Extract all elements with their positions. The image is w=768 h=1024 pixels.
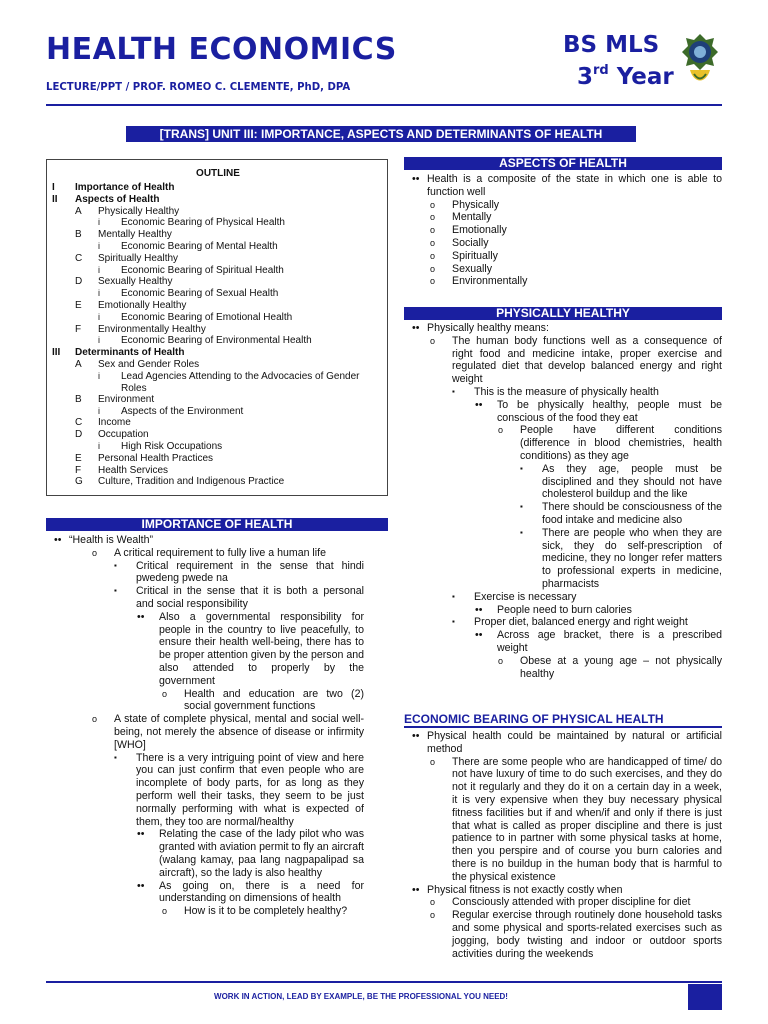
section-header-economic-physical: ECONOMIC BEARING OF PHYSICAL HEALTH bbox=[404, 712, 722, 728]
bullet-square-icon: ▪ bbox=[520, 463, 523, 473]
bullet-dot-icon: • • bbox=[412, 173, 419, 186]
bullet-square-icon: ▪ bbox=[114, 752, 117, 762]
bullet-circle-icon: o bbox=[430, 897, 436, 908]
list-item-text: To be physically healthy, people must be conscious of the food they eat bbox=[497, 398, 722, 424]
list-item-text: Physically bbox=[452, 198, 500, 211]
bullet-circle-icon: o bbox=[498, 655, 504, 666]
list-item bbox=[404, 884, 722, 897]
bullet-circle-icon: o bbox=[430, 756, 436, 767]
bullet-circle-icon: o bbox=[430, 199, 436, 210]
bullet-circle-icon: o bbox=[162, 906, 168, 917]
list-item-text: Exercise is necessary bbox=[474, 590, 577, 603]
bullet-circle-icon: o bbox=[430, 263, 436, 274]
outline-row bbox=[47, 312, 387, 324]
outline-row bbox=[47, 371, 387, 394]
list-item bbox=[404, 463, 722, 501]
list-item-text: Environmentally bbox=[452, 275, 528, 288]
outline-number: i bbox=[98, 405, 100, 416]
outline-number: i bbox=[98, 311, 100, 322]
bullet-dot-icon: • • bbox=[137, 880, 144, 893]
list-item bbox=[46, 560, 364, 586]
outline-number: i bbox=[98, 335, 100, 346]
outline-row bbox=[47, 335, 387, 347]
list-item bbox=[404, 616, 722, 629]
bullet-circle-icon: o bbox=[430, 237, 436, 248]
bullet-dot-icon: • • bbox=[412, 730, 419, 743]
list-item-text: Physically healthy means: bbox=[427, 322, 549, 334]
outline-text: Mentally Healthy bbox=[98, 229, 172, 241]
list-item bbox=[46, 688, 364, 714]
outline-text: High Risk Occupations bbox=[121, 440, 223, 452]
section-header-aspects: ASPECTS OF HEALTH bbox=[404, 157, 722, 170]
list-item bbox=[46, 905, 364, 918]
bullet-circle-icon: o bbox=[162, 688, 168, 699]
outline-number: I bbox=[52, 182, 55, 193]
outline-row bbox=[47, 288, 387, 300]
outline-number: C bbox=[75, 252, 83, 264]
outline-number: i bbox=[98, 370, 100, 381]
outline-title: OUTLINE bbox=[196, 168, 240, 179]
bullet-square-icon: ▪ bbox=[452, 617, 455, 627]
bullet-dot-icon: • • bbox=[137, 828, 144, 841]
list-item-text: Health and education are two (2) social government functions bbox=[184, 687, 364, 713]
outline-text: Economic Bearing of Environmental Health bbox=[121, 335, 312, 347]
footer-divider bbox=[46, 981, 722, 983]
outline-text: Sexually Healthy bbox=[98, 276, 173, 288]
list-item bbox=[404, 263, 722, 276]
outline-list bbox=[47, 182, 387, 488]
list-item-text: Mentally bbox=[452, 211, 492, 224]
outline-row bbox=[47, 241, 387, 253]
outline-text: Personal Health Practices bbox=[98, 452, 214, 464]
list-item-text: “Health is Wealth” bbox=[69, 534, 153, 546]
outline-text: Aspects of Health bbox=[75, 193, 160, 205]
list-item-text: People have different conditions (difference in blood chemistries, health conditions) as they age bbox=[520, 424, 722, 462]
lecture-subtitle: LECTURE/PPT / PROF. ROMEO C. CLEMENTE, PhD, DPA bbox=[46, 80, 351, 93]
outline-row bbox=[47, 359, 387, 371]
list-item-text: Critical in the sense that it is both a personal and social responsibility bbox=[136, 585, 364, 610]
list-item-text: Critical requirement in the sense that hindi pwedeng pwede na bbox=[136, 559, 364, 585]
bullet-square-icon: ▪ bbox=[114, 560, 117, 570]
bullet-square-icon: ▪ bbox=[520, 527, 523, 537]
list-item-text: People need to burn calories bbox=[497, 603, 632, 616]
list-item-text: Also a governmental responsibility for people in the country to live peacefully, to ensure their health well-being, there has to be proper attention given by the person and also attended to properly by the government bbox=[159, 610, 364, 687]
outline-text: Spiritually Healthy bbox=[98, 252, 179, 264]
list-item bbox=[404, 237, 722, 250]
outline-text: Importance of Health bbox=[75, 182, 175, 193]
list-item bbox=[404, 527, 722, 591]
list-item bbox=[46, 611, 364, 688]
list-item bbox=[46, 880, 364, 906]
outline-row bbox=[47, 465, 387, 477]
bullet-square-icon: ▪ bbox=[520, 502, 523, 512]
outline-row bbox=[47, 206, 387, 218]
list-item-text: The human body functions well as a consequence of right food and medicine intake, proper exercise and regulated diet that develop balanced energy and right weight bbox=[452, 334, 722, 386]
outline-number: i bbox=[98, 440, 100, 451]
list-item bbox=[46, 547, 364, 560]
list-item bbox=[46, 713, 364, 751]
list-item bbox=[46, 828, 364, 879]
outline-box bbox=[46, 159, 388, 496]
bullet-circle-icon: o bbox=[498, 425, 504, 436]
document-title: HEALTH ECONOMICS bbox=[46, 32, 397, 67]
outline-text: Aspects of the Environment bbox=[121, 405, 244, 417]
bullet-dot-icon: • • bbox=[475, 629, 482, 642]
outline-number: F bbox=[75, 464, 82, 476]
list-item-text: Emotionally bbox=[452, 224, 507, 237]
list-item-text: Socially bbox=[452, 236, 489, 249]
list-item-text: Across age bracket, there is a prescribed weight bbox=[497, 629, 722, 654]
header-divider bbox=[46, 104, 722, 106]
list-item bbox=[404, 224, 722, 237]
outline-row bbox=[47, 441, 387, 453]
year-label: 3rd Year bbox=[577, 63, 674, 90]
bullet-square-icon: ▪ bbox=[452, 386, 455, 396]
list-item bbox=[46, 585, 364, 611]
list-item bbox=[404, 386, 722, 399]
list-item-text: Sexually bbox=[452, 262, 493, 275]
outline-row bbox=[47, 429, 387, 441]
list-item-text: Regular exercise through routinely done household tasks and some physical and sports-related exercises such as jogging, body twisting and indoor or outdoor sports activities during the weekends bbox=[452, 909, 722, 960]
outline-row bbox=[47, 229, 387, 241]
outline-text: Income bbox=[98, 417, 131, 429]
bullet-circle-icon: o bbox=[92, 547, 98, 558]
outline-text: Economic Bearing of Sexual Health bbox=[121, 288, 279, 300]
outline-row bbox=[47, 417, 387, 429]
bullet-dot-icon: • • bbox=[475, 604, 482, 617]
list-item-text: Obese at a young age – not physically healthy bbox=[520, 654, 722, 680]
outline-text: Economic Bearing of Emotional Health bbox=[121, 311, 293, 323]
bullet-circle-icon: o bbox=[430, 250, 436, 261]
outline-number: D bbox=[75, 276, 83, 288]
outline-text: Health Services bbox=[98, 464, 169, 476]
economic-list bbox=[404, 730, 722, 960]
outline-text: Physically Healthy bbox=[98, 205, 180, 217]
outline-row bbox=[47, 406, 387, 418]
outline-row bbox=[47, 194, 387, 206]
page-number-box bbox=[688, 984, 722, 1010]
list-item bbox=[404, 399, 722, 425]
list-item bbox=[404, 730, 722, 756]
section-header-importance: IMPORTANCE OF HEALTH bbox=[46, 518, 388, 531]
list-item-text: Proper diet, balanced energy and right weight bbox=[474, 616, 688, 629]
outline-number: i bbox=[98, 288, 100, 299]
bullet-circle-icon: o bbox=[430, 276, 436, 287]
bullet-dot-icon: • • bbox=[412, 322, 419, 335]
outline-number: A bbox=[75, 205, 82, 217]
outline-text: Economic Bearing of Physical Health bbox=[121, 217, 285, 229]
list-item-text: There should be consciousness of the food intake and medicine also bbox=[542, 501, 722, 526]
outline-row bbox=[47, 300, 387, 312]
list-item-text: This is the measure of physically health bbox=[474, 385, 659, 398]
list-item bbox=[404, 250, 722, 263]
outline-row bbox=[47, 453, 387, 465]
outline-number: B bbox=[75, 229, 82, 241]
outline-row bbox=[47, 276, 387, 288]
footer-motto: WORK IN ACTION, LEAD BY EXAMPLE, BE THE PROFESSIONAL YOU NEED! bbox=[214, 992, 508, 1001]
outline-text: Lead Agencies Attending to the Advocacies of Gender Roles bbox=[121, 370, 360, 394]
list-item-text: A critical requirement to fully live a human life bbox=[114, 546, 326, 559]
list-item bbox=[404, 896, 722, 909]
outline-text: Economic Bearing of Spiritual Health bbox=[121, 264, 284, 276]
outline-row bbox=[47, 324, 387, 336]
outline-number: D bbox=[75, 429, 83, 441]
outline-number: B bbox=[75, 393, 82, 405]
outline-text: Occupation bbox=[98, 429, 149, 441]
outline-number: F bbox=[75, 323, 82, 335]
outline-text: Environment bbox=[98, 393, 155, 405]
list-item bbox=[46, 534, 364, 547]
list-item bbox=[46, 752, 364, 829]
outline-text: Emotionally Healthy bbox=[98, 299, 187, 311]
school-seal-icon bbox=[680, 32, 720, 95]
list-item bbox=[404, 211, 722, 224]
list-item-text: There is a very intriguing point of view and here you can just confirm that even people who are incomplete of body parts, for as long as they perform well their tasks, they seem to be just normally performing with what is expected of them, they too are normal/healthy bbox=[136, 751, 364, 828]
outline-number: III bbox=[52, 347, 61, 359]
outline-row bbox=[47, 217, 387, 229]
list-item bbox=[404, 909, 722, 960]
aspects-list bbox=[404, 173, 722, 288]
list-item-text: There are people who when they are sick, they do self-prescription of medicine, they no longer refer matters to professional experts in medicine, pharmacists bbox=[542, 526, 722, 590]
outline-number: II bbox=[52, 193, 58, 205]
bullet-square-icon: ▪ bbox=[452, 591, 455, 601]
bullet-dot-icon: • • bbox=[137, 611, 144, 624]
outline-row bbox=[47, 253, 387, 265]
bullet-circle-icon: o bbox=[430, 225, 436, 236]
list-item bbox=[404, 275, 722, 288]
list-item-text: As going on, there is a need for understanding on dimensions of health bbox=[159, 879, 364, 905]
list-item-text: Health is a composite of the state in which one is able to function well bbox=[427, 173, 722, 198]
list-item-text: There are some people who are handicapped of time/ do not have luxury of time to do such exercises, and they do not it regularly and they do it on a certain day in a week, it is very expensive when they buy necessary physical fitness facilities but if and when/if and only if there is just that what is called as proper discipline and there is just patience to in partner with some physical tasks at home, then you perspire and of course you burn calories and there is no buildup in the human body that is harmful to the physical existence bbox=[452, 755, 722, 883]
bullet-square-icon: ▪ bbox=[114, 586, 117, 596]
bullet-circle-icon: o bbox=[430, 212, 436, 223]
list-item bbox=[404, 655, 722, 681]
bullet-dot-icon: • • bbox=[412, 884, 419, 897]
list-item-text: Physical fitness is not exactly costly when bbox=[427, 883, 623, 896]
unit-title-bar: [TRANS] UNIT III: IMPORTANCE, ASPECTS AND DETERMINANTS OF HEALTH bbox=[126, 126, 636, 142]
outline-row bbox=[47, 265, 387, 277]
outline-number: i bbox=[98, 217, 100, 228]
list-item-text: As they age, people must be disciplined and they should not have cholesterol buildup and the like bbox=[542, 462, 722, 501]
list-item-text: How is it to be completely healthy? bbox=[184, 905, 348, 918]
list-item-text: Consciously attended with proper discipline for diet bbox=[452, 896, 691, 909]
list-item bbox=[404, 501, 722, 527]
section-header-physically: PHYSICALLY HEALTHY bbox=[404, 307, 722, 320]
outline-text: Economic Bearing of Mental Health bbox=[121, 240, 278, 252]
importance-list bbox=[46, 534, 364, 918]
bullet-circle-icon: o bbox=[430, 910, 436, 921]
program-year bbox=[563, 32, 693, 90]
list-item bbox=[404, 756, 722, 884]
outline-number: i bbox=[98, 240, 100, 251]
outline-number: A bbox=[75, 358, 82, 370]
outline-text: Sex and Gender Roles bbox=[98, 358, 200, 370]
list-item bbox=[404, 322, 722, 335]
program-label: BS MLS bbox=[563, 32, 660, 58]
outline-row bbox=[47, 394, 387, 406]
outline-text: Culture, Tradition and Indigenous Practice bbox=[98, 476, 285, 488]
list-item bbox=[404, 199, 722, 212]
outline-row bbox=[47, 182, 387, 194]
list-item-text: Spiritually bbox=[452, 249, 498, 262]
list-item bbox=[404, 335, 722, 386]
outline-row bbox=[47, 347, 387, 359]
bullet-dot-icon: • • bbox=[475, 399, 482, 412]
outline-number: i bbox=[98, 264, 100, 275]
physically-list bbox=[404, 322, 722, 680]
list-item-text: Physical health could be maintained by natural or artificial method bbox=[427, 730, 722, 755]
outline-number: C bbox=[75, 417, 83, 429]
outline-number: E bbox=[75, 452, 82, 464]
outline-number: G bbox=[75, 476, 83, 488]
outline-number: E bbox=[75, 299, 82, 311]
list-item bbox=[404, 604, 722, 617]
list-item bbox=[404, 591, 722, 604]
outline-text: Environmentally Healthy bbox=[98, 323, 206, 335]
outline-text: Determinants of Health bbox=[75, 347, 185, 359]
list-item bbox=[404, 629, 722, 655]
list-item-text: A state of complete physical, mental and social well-being, not merely the absence of disease or infirmity [WHO] bbox=[114, 713, 364, 751]
list-item bbox=[404, 173, 722, 199]
bullet-circle-icon: o bbox=[92, 714, 98, 725]
list-item-text: Relating the case of the lady pilot who was granted with aviation permit to fly an aircraft (walang kamay, paa lang nagpapalipad sa aircraft), so the lady is also healthy bbox=[159, 828, 364, 879]
bullet-dot-icon: • • bbox=[54, 534, 61, 547]
list-item bbox=[404, 424, 722, 462]
bullet-circle-icon: o bbox=[430, 335, 436, 346]
outline-row bbox=[47, 476, 387, 488]
